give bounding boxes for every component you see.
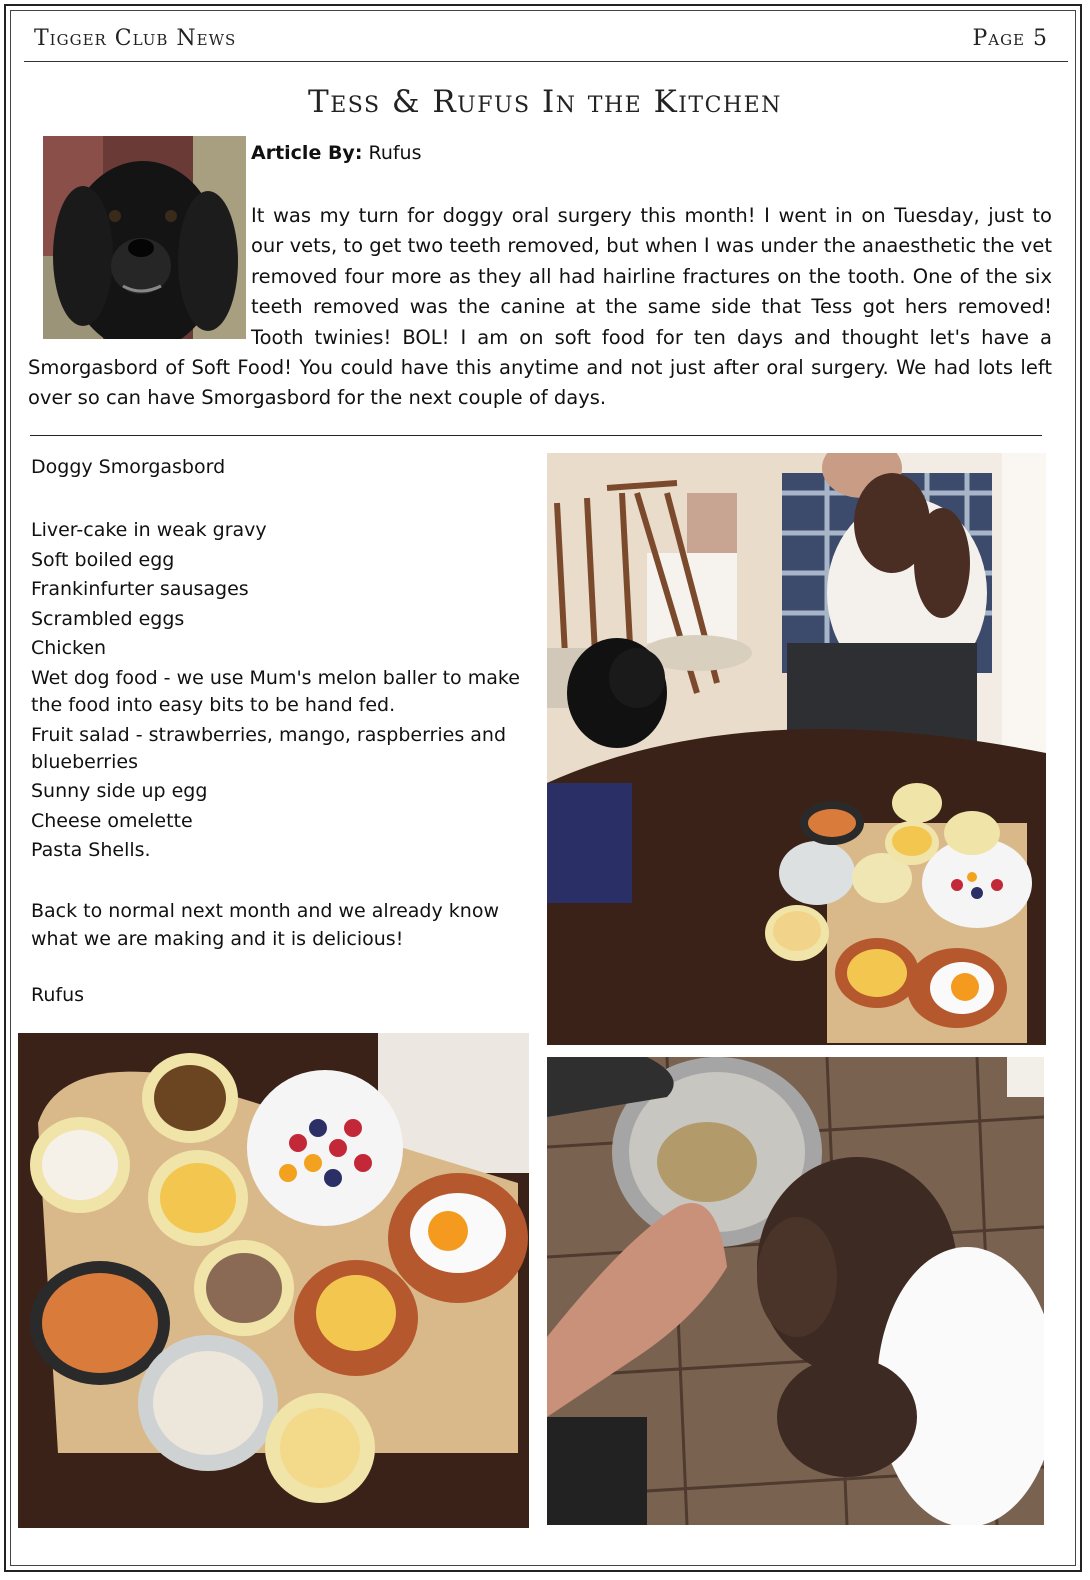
menu-item: Fruit salad - strawberries, mango, raspberries and blueberries	[31, 723, 507, 773]
section-rule	[30, 435, 1042, 436]
article-body: It was my turn for doggy oral surgery this month! I went in on Tuesday, just to our vets, to get two teeth removed, but when I was under the anaesthetic the vet removed four more as they all had hairline fractures on the tooth. One of the six teeth removed was the canine at the same side that Tess got hers removed! Tooth twinies! BOL! I am on soft food for ten days and thought let's have a Smorgasbord of Soft Food! You could have this anytime and not just after oral surgery. We had lots left over so can have Smorgasbord for the next couple of days.	[28, 204, 1052, 410]
menu-item: Frankinfurter sausages	[31, 578, 249, 601]
menu-item: Liver-cake in weak gravy	[31, 519, 267, 541]
newsletter-name: Tigger Club News	[34, 26, 237, 51]
menu-item: Pasta Shells.	[31, 839, 151, 862]
menu-section	[31, 455, 531, 1006]
article-title: Tess & Rufus In the Kitchen	[308, 84, 782, 120]
header-rule	[24, 61, 1068, 62]
article-intro	[28, 201, 1052, 414]
byline	[251, 142, 422, 164]
dog-bowl-photo	[547, 1057, 1044, 1525]
menu-list	[31, 517, 531, 864]
byline-name: Rufus	[368, 142, 422, 164]
menu-item: Scrambled eggs	[31, 607, 185, 630]
menu-item: Sunny side up egg	[31, 780, 208, 803]
menu-title: Doggy Smorgasbord	[31, 456, 226, 478]
kitchen-table-photo	[547, 453, 1046, 1045]
menu-item: Soft boiled egg	[31, 548, 175, 571]
byline-label: Article By:	[251, 142, 363, 164]
photo-wrap-spacer	[28, 201, 251, 350]
food-spread-photo	[18, 1033, 529, 1528]
signature: Rufus	[31, 984, 85, 1007]
menu-item: Wet dog food - we use Mum's melon baller to make the food into easy bits to be hand fed.	[31, 666, 520, 716]
menu-item: Chicken	[31, 637, 107, 660]
menu-item: Cheese omelette	[31, 809, 193, 832]
page-number: Page 5	[972, 26, 1048, 51]
closing-text: Back to normal next month and we already know what we are making and it is delicious!	[31, 900, 499, 951]
